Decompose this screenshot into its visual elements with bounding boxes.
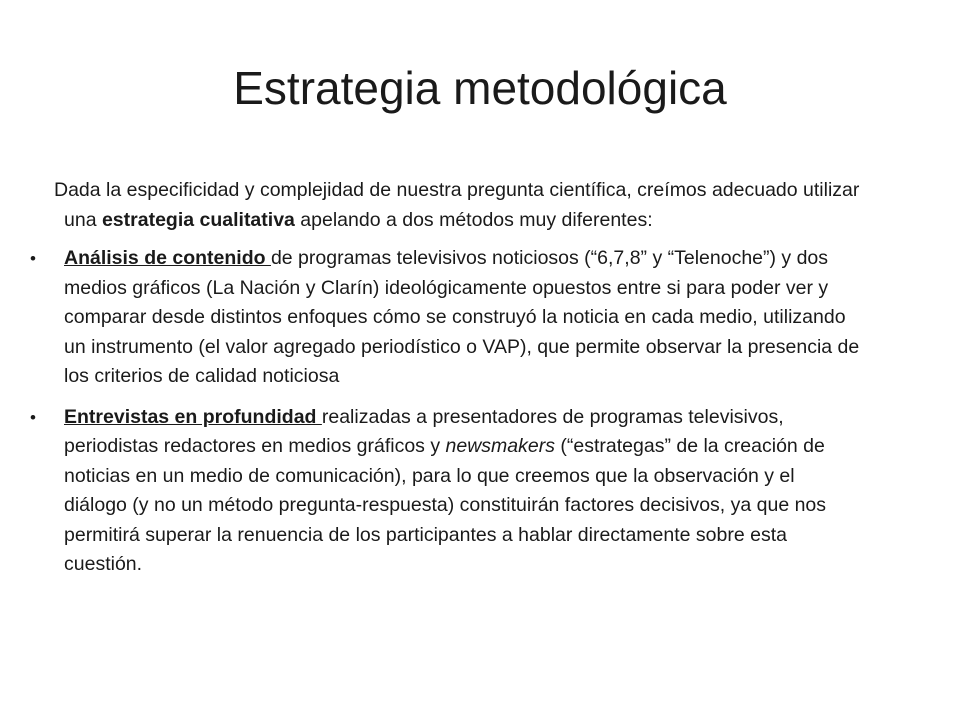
bullet-term: Entrevistas en profundidad <box>64 405 322 428</box>
bullet-term: Análisis de contenido <box>64 247 271 269</box>
bullet-italic-term: newsmakers <box>445 435 555 457</box>
bullet-text: de programas televisivos noticiosos (“6,7,8” y “Telenoche”) y dos medios gráficos (La Nación y Clarín) ideológicamente opuestos entre si para poder ver y comparar desde distintos enfoques cómo se construyó la noticia en cada medio, utilizando un instrumento (el valor agregado periodístico o VAP), que permite observar la presencia de los criterios de calidad noticiosa <box>64 247 860 387</box>
bullet-item-interviews <box>30 403 860 580</box>
bullet-text-before: realizadas a presentadores de programas televisivos, periodistas redactores en medios gráficos y <box>64 405 784 457</box>
intro-emphasis: estrategia cualitativa <box>101 208 295 231</box>
slide-title: Estrategia metodológica <box>233 62 727 114</box>
intro-text-before: Dada la especificidad y complejidad de nuestra pregunta científica, creímos adecuado utilizar una <box>54 179 860 231</box>
bullet-marker: • <box>30 407 36 427</box>
intro-text-after: apelando a dos métodos muy diferentes: <box>294 208 653 231</box>
intro-paragraph <box>30 176 860 235</box>
slide-body <box>30 176 860 591</box>
bullet-item-content-analysis <box>30 244 860 392</box>
bullet-text-after: (“estrategas” de la creación de noticias en un medio de comunicación), para lo que creemos que la observación y el diálogo (y no un método pregunta-respuesta) constituirán factores decisivos, ya que nos permitirá superar la renuencia de los participantes a hablar directamente sobre esta cuestión. <box>64 435 827 575</box>
bullet-marker: • <box>30 249 36 268</box>
